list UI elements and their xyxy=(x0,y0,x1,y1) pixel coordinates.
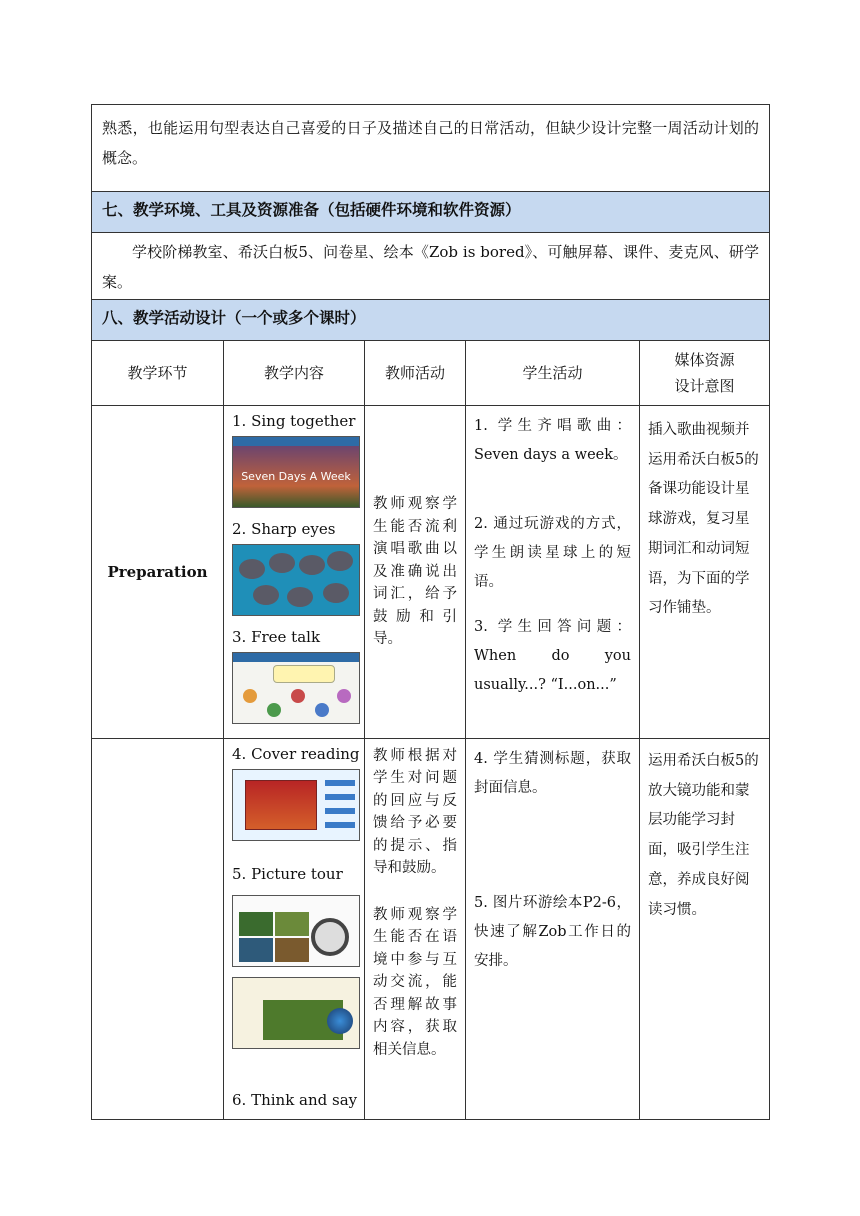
section7-body: 学校阶梯教室、希沃白板5、问卷星、绘本《Zob is bored》、可触屏幕、课件、麦克风、研学案。 xyxy=(102,243,759,291)
document-page xyxy=(91,104,769,1120)
header-media-line2: 设计意图 xyxy=(674,377,735,395)
content-item-title: 3. Free talk xyxy=(232,628,321,646)
header-stage: 教学环节 xyxy=(92,341,224,406)
table-row xyxy=(92,406,770,739)
student-activity-1: 1. 学生齐唱歌曲：Seven days a week。 xyxy=(474,418,631,463)
section8-header-row xyxy=(92,300,770,341)
stage-cell-empty xyxy=(92,739,224,1120)
lesson-plan-table xyxy=(91,104,770,1120)
content-item-title: 6. Think and say xyxy=(232,1091,358,1109)
content-item-title: 1. Sing together xyxy=(232,412,356,430)
header-student: 学生活动 xyxy=(466,341,640,406)
section8-title: 八、教学活动设计（一个或多个课时） xyxy=(92,300,770,341)
content-item-title: 5. Picture tour xyxy=(232,865,343,883)
teacher-activity: 教师观察学生能否流利演唱歌曲以及准确说出词汇，给予鼓励和引导。 xyxy=(373,496,457,648)
content-cell xyxy=(224,739,365,1120)
intro-paragraph: 熟悉，也能运用句型表达自己喜爱的日子及描述自己的日常活动，但缺少设计完整一周活动计划的概念。 xyxy=(102,119,759,167)
media-design-text: 运用希沃白板5的放大镜功能和蒙层功能学习封面，吸引学生注意，养成良好阅读习惯。 xyxy=(648,753,759,918)
header-teacher: 教师活动 xyxy=(365,341,466,406)
section7-body-row xyxy=(92,233,770,300)
student-activity-3: 3. 学生回答问题：When do you usually...? “I...on...” xyxy=(474,619,631,693)
media-design-cell xyxy=(640,739,770,1120)
section7-header-row xyxy=(92,192,770,233)
song-slide-thumbnail xyxy=(232,436,360,508)
student-activity-cell xyxy=(466,739,640,1120)
teacher-activity-cell xyxy=(365,739,466,1120)
stage-preparation: Preparation xyxy=(92,406,224,739)
content-cell xyxy=(224,406,365,739)
media-design-cell xyxy=(640,406,770,739)
teacher-activity-2: 教师观察学生能否在语境中参与互动交流，能否理解故事内容，获取相关信息。 xyxy=(373,906,457,1058)
header-content: 教学内容 xyxy=(224,341,365,406)
student-activity-4: 4. 学生猜测标题，获取封面信息。 xyxy=(474,751,631,796)
picture-tour-thumbnail-2 xyxy=(232,977,360,1049)
table-row xyxy=(92,739,770,1120)
song-slide-caption: Seven Days A Week xyxy=(241,470,351,483)
picture-tour-thumbnail-1 xyxy=(232,895,360,967)
content-item-title: 2. Sharp eyes xyxy=(232,520,336,538)
student-activity-2: 2. 通过玩游戏的方式，学生朗读星球上的短语。 xyxy=(474,516,631,590)
header-media xyxy=(640,341,770,406)
teacher-activity-1: 教师根据对学生对问题的回应与反馈给予必要的提示、指导和鼓励。 xyxy=(373,748,457,877)
student-activity-5: 5. 图片环游绘本P2-6，快速了解Zob工作日的安排。 xyxy=(474,895,631,969)
intro-row xyxy=(92,105,770,192)
header-media-line1: 媒体资源 xyxy=(674,350,735,369)
student-activity-cell xyxy=(466,406,640,739)
media-design-text: 插入歌曲视频并运用希沃白板5的备课功能设计星球游戏，复习星期词汇和动词短语，为下面的学习作铺垫。 xyxy=(648,422,759,617)
planet-game-thumbnail xyxy=(232,544,360,616)
cover-reading-thumbnail xyxy=(232,769,360,841)
section7-title: 七、教学环境、工具及资源准备（包括硬件环境和软件资源） xyxy=(92,192,770,233)
free-talk-thumbnail xyxy=(232,652,360,724)
content-item-title: 4. Cover reading xyxy=(232,745,360,763)
teacher-activity-cell xyxy=(365,406,466,739)
column-header-row xyxy=(92,341,770,406)
